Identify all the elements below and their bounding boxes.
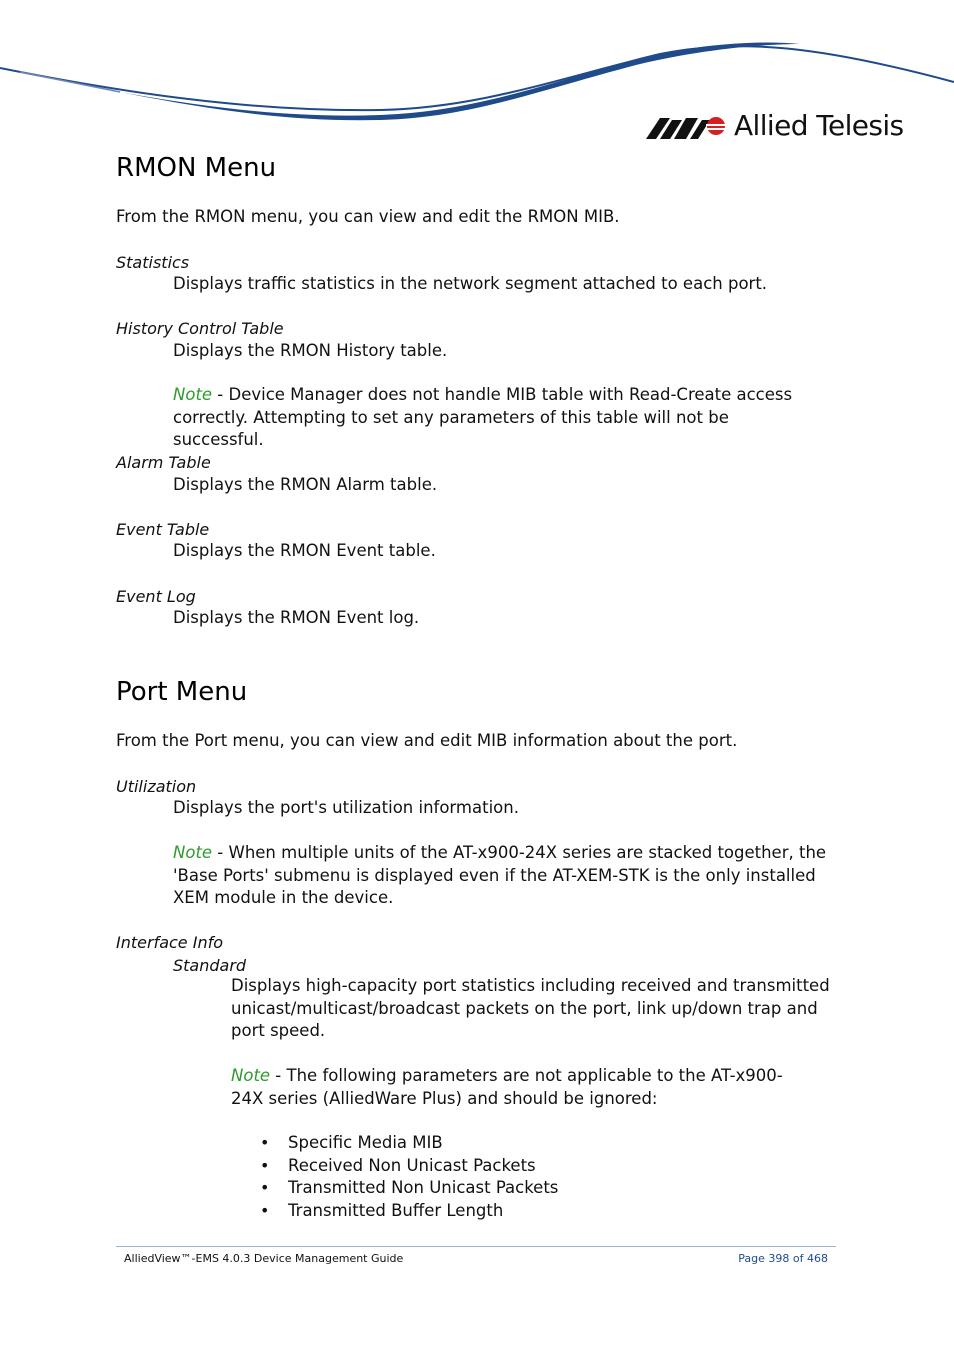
term-utilization: Utilization xyxy=(116,777,197,796)
note-text: - The following parameters are not applicable to the AT-x900-24X series (AlliedWare Plus) and should be ignored: xyxy=(231,1066,783,1108)
rmon-menu-heading: RMON Menu xyxy=(116,153,277,183)
logo-text: Allied Telesis xyxy=(734,109,904,142)
desc-history-control-table: Displays the RMON History table. xyxy=(173,341,448,360)
term-standard: Standard xyxy=(173,956,247,975)
term-event-log: Event Log xyxy=(116,587,196,606)
footer-doc-title: AlliedView™-EMS 4.0.3 Device Management Guide xyxy=(124,1252,404,1265)
footer-divider xyxy=(116,1246,836,1247)
port-note-1 xyxy=(173,842,835,910)
rmon-note xyxy=(173,384,813,452)
note-label: Note xyxy=(173,385,213,404)
desc-event-table: Displays the RMON Event table. xyxy=(173,541,436,560)
term-statistics: Statistics xyxy=(116,253,190,272)
port-intro: From the Port menu, you can view and edit MIB information about the port. xyxy=(116,731,738,750)
list-item: • Transmitted Non Unicast Packets xyxy=(231,1177,558,1200)
list-item: • Received Non Unicast Packets xyxy=(231,1155,558,1178)
note-label: Note xyxy=(231,1066,271,1085)
logo-mark-icon xyxy=(646,112,726,140)
desc-statistics: Displays traffic statistics in the network segment attached to each port. xyxy=(173,274,768,293)
list-item: • Transmitted Buffer Length xyxy=(231,1200,558,1223)
footer-page-number: Page 398 of 468 xyxy=(738,1252,828,1265)
desc-standard: Displays high-capacity port statistics including received and transmitted unicast/multicast/broadcast packets on the port, link up/down trap and port speed. xyxy=(231,976,830,1040)
allied-telesis-logo xyxy=(646,108,904,144)
desc-alarm-table: Displays the RMON Alarm table. xyxy=(173,475,438,494)
note-label: Note xyxy=(173,843,213,862)
note-text: - Device Manager does not handle MIB table with Read-Create access correctly. Attempting to set any parameters of this table will not be successful. xyxy=(173,385,793,449)
port-menu-heading: Port Menu xyxy=(116,677,248,707)
ignored-parameters-list xyxy=(231,1132,558,1222)
port-note-2 xyxy=(231,1065,811,1110)
term-history-control-table: History Control Table xyxy=(116,319,284,338)
term-event-table: Event Table xyxy=(116,520,210,539)
term-alarm-table: Alarm Table xyxy=(116,453,211,472)
note-text: - When multiple units of the AT-x900-24X series are stacked together, the 'Base Ports' submenu is displayed even if the AT-XEM-STK is the only installed XEM module in the device. xyxy=(173,843,827,907)
rmon-intro: From the RMON menu, you can view and edit the RMON MIB. xyxy=(116,207,620,226)
desc-event-log: Displays the RMON Event log. xyxy=(173,608,420,627)
list-item: • Specific Media MIB xyxy=(231,1132,558,1155)
desc-utilization: Displays the port's utilization information. xyxy=(173,798,519,817)
term-interface-info: Interface Info xyxy=(116,933,223,952)
